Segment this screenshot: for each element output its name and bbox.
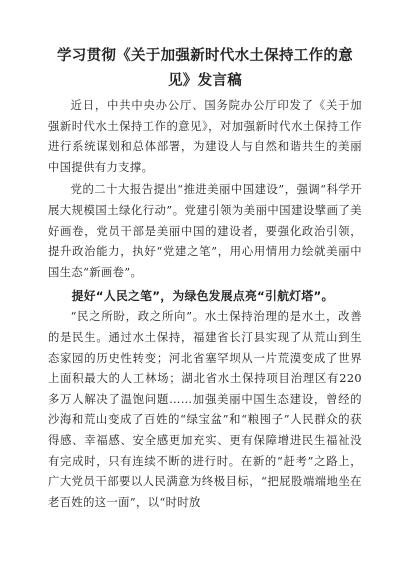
section-heading: 提好“人民之笔”，为绿色发展点亮“引航灯塔”。 <box>71 289 334 304</box>
document-title: 学习贯彻《关于加强新时代水土保持工作的意见》发言稿 <box>57 48 353 89</box>
paragraph-party-building: 党的二十大报告提出“推进美丽中国建设”，强调“科学开展大规模国土绿化行动”。党建引领为美丽中国建设擘画了美好画卷，党员干部是美丽中国的建设者，要强化政治引领，提升政治能力，执好“党建之笔”，用心用情用力绘就美丽中国生态“新画卷”。 <box>48 183 362 279</box>
paragraph-people: “民之所盼，政之所向”。水土保持治理的是水土，改善的是民生。通过水土保持，福建省长汀县实现了从荒山到生态家园的历史性转变；河北省塞罕坝从一片荒漠变成了世界上面积最大的人工林场；湖北省水土保持项目治理区有220多万人解决了温饱问题……加强美丽中国生态建设，曾经的沙海和荒山变成了百姓的“绿宝盆”和“粮囤子”人民群众的获得感、幸福感、安全感更加充实、更有保障增进民生福祉没有完成时，只有连续不断的进行时。在新的“赶考”之路上，广大党员干部要以人民满意为终极目标，“把屁股端端地坐在老百姓的这一面”，以“时时放 <box>48 310 362 509</box>
paragraph-intro: 近日，中共中央办公厅、国务院办公厅印发了《关于加强新时代水土保持工作的意见》，对加强新时代水土保持工作进行系统谋划和总体部署，为建设人与自然和谐共生的美丽中国提供有力支撑。 <box>48 99 362 174</box>
